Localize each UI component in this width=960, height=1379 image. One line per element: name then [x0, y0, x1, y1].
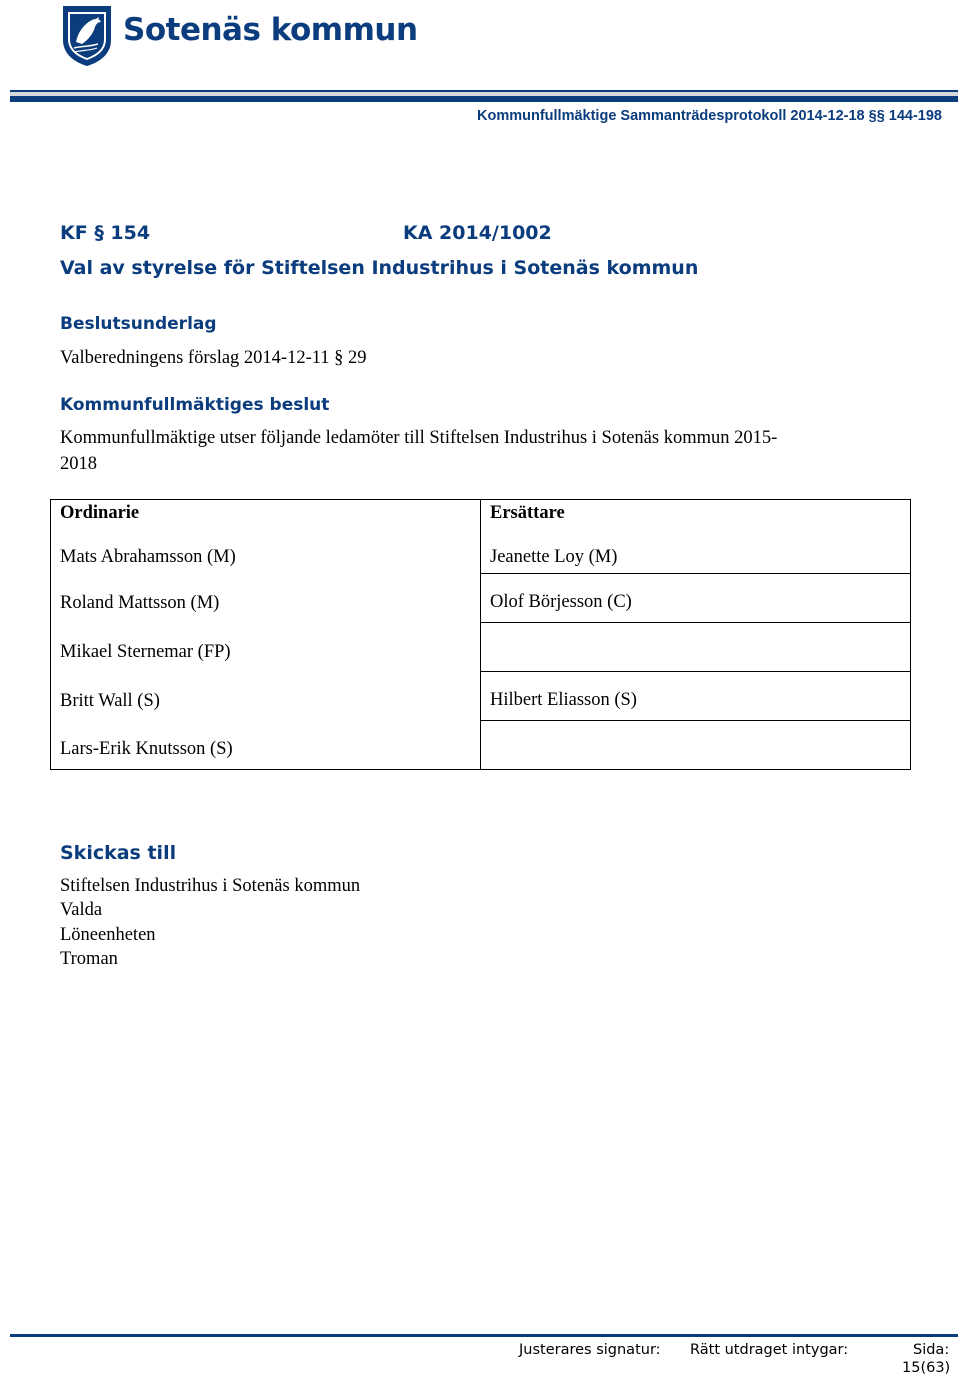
table-row [51, 623, 911, 672]
table-row [51, 721, 911, 770]
ordinary-member: Mikael Sternemar (FP) [60, 641, 231, 662]
recipient: Stiftelsen Industrihus i Sotenäs kommun [60, 876, 361, 896]
certified-label: Rätt utdraget intygar: [690, 1342, 849, 1358]
brand-name: Sotenäs kommun [123, 12, 418, 48]
adjuster-signature-label: Justerares signatur: [519, 1342, 661, 1358]
table-row [51, 672, 911, 721]
diary-number: KA 2014/1002 [403, 222, 552, 244]
case-title: Val av styrelse för Stiftelsen Industrihus i Sotenäs kommun [60, 257, 699, 279]
sent-to-heading: Skickas till [60, 842, 177, 864]
deputy-member: Hilbert Eliasson (S) [490, 690, 637, 710]
decision-text-line2: 2018 [60, 454, 97, 474]
ordinary-cell [51, 721, 481, 770]
municipal-logo-icon [60, 4, 114, 68]
ordinary-member: Britt Wall (S) [60, 690, 160, 711]
table-row [51, 500, 911, 574]
ordinary-cell [51, 623, 481, 672]
header-band [10, 90, 958, 102]
deputy-member [490, 662, 910, 671]
deputy-cell [481, 574, 911, 623]
footer-line [10, 1334, 958, 1337]
deputy-cell [481, 500, 911, 574]
ordinary-cell [51, 672, 481, 721]
decision-text-line1: Kommunfullmäktige utser följande ledamöter till Stiftelsen Industrihus i Sotenäs kommun 2015- [60, 428, 778, 448]
ordinary-header: Ordinarie [60, 503, 140, 523]
deputy-cell [481, 623, 911, 672]
recipient: Troman [60, 949, 118, 969]
deputy-member: Olof Börjesson (C) [490, 592, 632, 612]
deputy-member [490, 760, 910, 769]
deputy-member: Jeanette Loy (M) [490, 547, 618, 567]
members-table [50, 499, 911, 770]
ordinary-cell [51, 574, 481, 623]
ordinary-member: Mats Abrahamsson (M) [60, 547, 236, 567]
deputy-cell [481, 721, 911, 770]
page-number: 15(63) [902, 1360, 951, 1376]
ordinary-cell [51, 500, 481, 574]
recipient: Löneenheten [60, 925, 156, 945]
basis-text: Valberedningens förslag 2014-12-11 § 29 [60, 348, 367, 368]
recipient: Valda [60, 900, 103, 920]
ordinary-member: Lars-Erik Knutsson (S) [60, 739, 233, 759]
ordinary-member: Roland Mattsson (M) [60, 592, 220, 613]
basis-heading: Beslutsunderlag [60, 314, 217, 334]
deputy-cell [481, 672, 911, 721]
decision-heading: Kommunfullmäktiges beslut [60, 395, 330, 415]
page-label: Sida: [913, 1342, 950, 1358]
paragraph-number: KF § 154 [60, 222, 151, 244]
deputy-header: Ersättare [490, 503, 565, 523]
running-header: Kommunfullmäktige Sammanträdesprotokoll 2014-12-18 §§ 144-198 [477, 108, 942, 124]
table-row [51, 574, 911, 623]
